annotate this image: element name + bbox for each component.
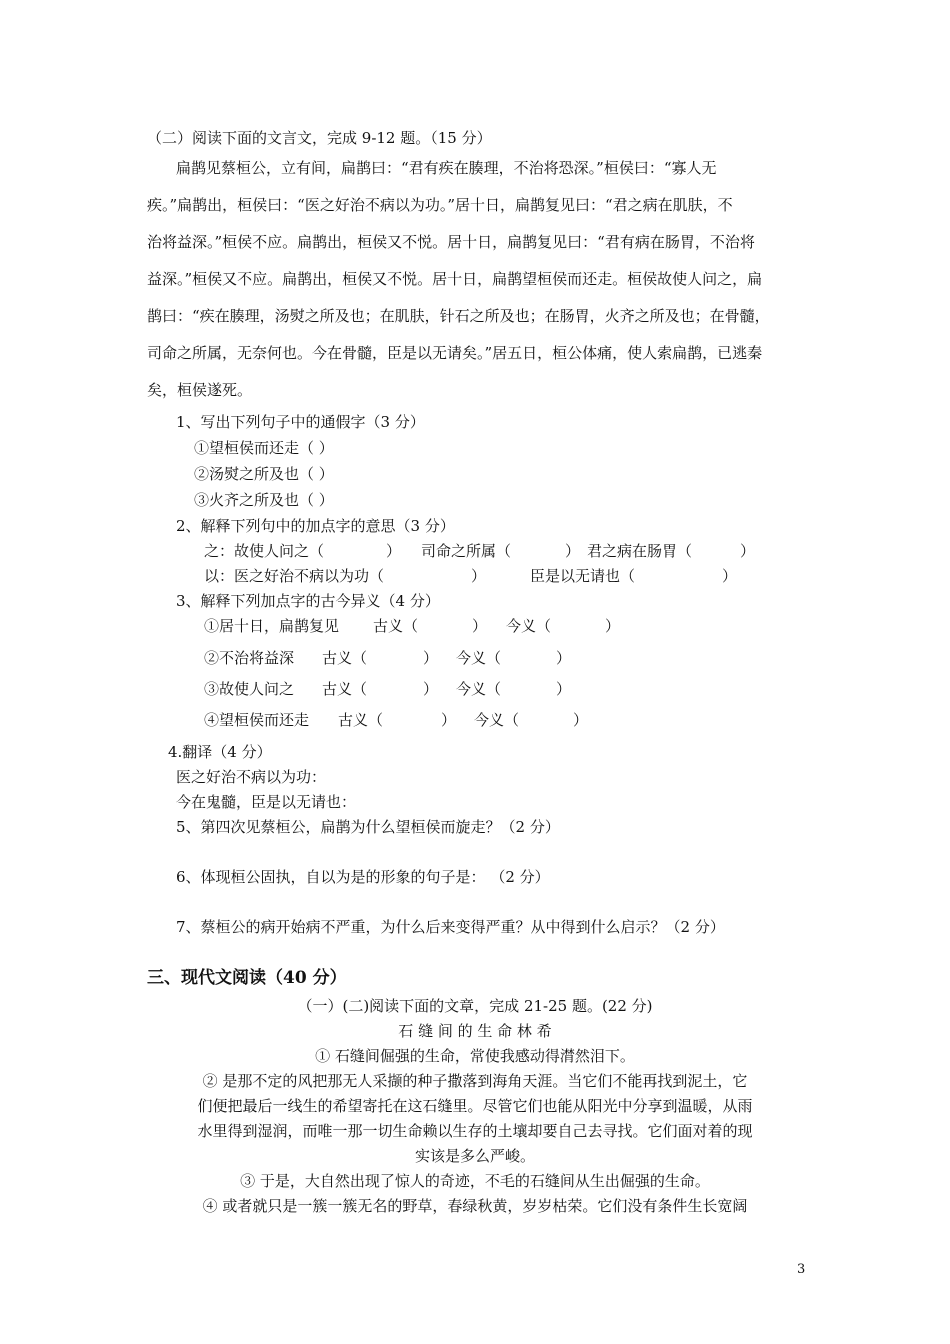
question-3-blank-close: ） <box>472 617 488 635</box>
question-4-title: 4.翻译（4 分） <box>168 743 272 761</box>
passage-line: 益深。”桓侯又不应。扁鹊出，桓侯又不悦。居十日，扁鹊望桓侯而还走。桓侯故使人问之，扁 <box>147 270 763 288</box>
question-3-phrase: ④望桓侯而还走 <box>204 711 310 729</box>
article-title: 石 缝 间 的 生 命 林 希 <box>398 1022 552 1040</box>
section2-heading: （二）阅读下面的文言文，完成 9-12 题。（15 分） <box>147 129 492 147</box>
passage-line: 鹊曰：“疾在腠理，汤熨之所及也；在肌肤，针石之所及也；在肠胃，火齐之所及也；在骨髓， <box>147 307 770 325</box>
question-7: 7、蔡桓公的病开始病不严重，为什么后来变得严重？从中得到什么启示？（2 分） <box>176 918 725 936</box>
question-3-phrase: ②不治将益深 <box>204 649 295 667</box>
question-4-line: 今在鬼髓，臣是以无请也： <box>176 793 357 811</box>
question-2-blank-close: ） <box>565 542 581 560</box>
question-3-blank-close: ） <box>605 617 621 635</box>
question-2-item: 臣是以无请也（ <box>530 567 636 585</box>
passage-line: 治将益深。”桓侯不应。扁鹊出，桓侯又不悦。居十日，扁鹊复见曰：“君有病在肠胃，不治将 <box>147 233 755 251</box>
question-6: 6、体现桓公固执，自以为是的形象的句子是： （2 分） <box>176 868 550 886</box>
question-3-phrase: ③故使人问之 <box>204 680 295 698</box>
article-paragraph: 实该是多么严峻。 <box>414 1147 535 1165</box>
page-number: 3 <box>797 1262 806 1277</box>
question-1-item: ②汤熨之所及也（ ） <box>194 465 334 483</box>
article-paragraph: ④ 或者就只是一簇一簇无名的野草，春绿秋黄，岁岁枯荣。它们没有条件生长宽阔 <box>202 1197 748 1215</box>
article-paragraph: ① 石缝间倔强的生命，常使我感动得潸然泪下。 <box>315 1047 635 1065</box>
article-paragraph: ② 是那不定的风把那无人采撷的种子撒落到海角天涯。当它们不能再找到泥土，它 <box>202 1072 748 1090</box>
question-2-blank-close: ） <box>722 567 738 585</box>
question-3-phrase: ①居十日，扁鹊复见 <box>204 617 340 635</box>
question-3-jin-label: 今义（ <box>456 649 502 667</box>
question-2-item: 以：医之好治不病以为功（ <box>204 567 385 585</box>
question-2-item: 司命之所属（ <box>421 542 512 560</box>
passage-line: 矣，桓侯遂死。 <box>147 381 253 399</box>
question-1-item: ①望桓侯而还走（ ） <box>194 439 334 457</box>
question-2-blank-close: ） <box>471 567 487 585</box>
question-2-item: 之：故使人问之（ <box>204 542 325 560</box>
passage-line: 疾。”扁鹊出，桓侯曰：“医之好治不病以为功。”居十日，扁鹊复见曰：“君之病在肌肤，不 <box>147 196 733 214</box>
question-3-blank-close: ） <box>573 711 589 729</box>
question-1-item: ③火齐之所及也（ ） <box>194 491 334 509</box>
question-3-blank-close: ） <box>441 711 457 729</box>
question-5: 5、第四次见蔡桓公，扁鹊为什么望桓侯而旋走？（2 分） <box>176 818 560 836</box>
passage-line: 扁鹊见蔡桓公，立有间，扁鹊曰：“君有疾在腠理，不治将恐深。”桓侯曰：“寡人无 <box>176 159 717 177</box>
question-4-line: 医之好治不病以为功： <box>176 768 327 786</box>
passage-line: 司命之所属，无奈何也。今在骨髓，臣是以无请矣。”居五日，桓公体痛，使人索扁鹊，已逃秦 <box>147 344 763 362</box>
question-3-gu-label: 古义（ <box>373 617 419 635</box>
article-paragraph: 水里得到湿润，而唯一那一切生命赖以生存的土壤却要自己去寻找。它们面对着的现 <box>197 1122 753 1140</box>
article-paragraph: 们便把最后一线生的希望寄托在这石缝里。尽管它们也能从阳光中分享到温暖，从雨 <box>197 1097 753 1115</box>
question-3-blank-close: ） <box>556 680 572 698</box>
question-3-gu-label: 古义（ <box>322 680 368 698</box>
article-paragraph: ③ 于是，大自然出现了惊人的奇迹，不毛的石缝间从生出倔强的生命。 <box>240 1172 710 1190</box>
question-3-jin-label: 今义（ <box>474 711 520 729</box>
question-2-title: 2、解释下列句中的加点字的意思（3 分） <box>176 517 455 535</box>
question-1-title: 1、写出下列句子中的通假字（3 分） <box>176 413 425 431</box>
question-3-blank-close: ） <box>556 649 572 667</box>
question-3-jin-label: 今义（ <box>456 680 502 698</box>
section3-subheading: （一）(二)阅读下面的文章，完成 21-25 题。(22 分) <box>297 997 653 1015</box>
question-3-blank-close: ） <box>423 649 439 667</box>
question-3-gu-label: 古义（ <box>322 649 368 667</box>
question-2-blank-close: ） <box>386 542 402 560</box>
question-2-blank-close: ） <box>740 542 756 560</box>
question-3-jin-label: 今义（ <box>506 617 552 635</box>
question-2-item: 君之病在肠胃（ <box>587 542 693 560</box>
question-3-gu-label: 古义（ <box>338 711 384 729</box>
question-3-blank-close: ） <box>423 680 439 698</box>
question-3-title: 3、解释下列加点字的古今异义（4 分） <box>176 592 440 610</box>
section3-heading: 三、现代文阅读（40 分） <box>147 968 347 988</box>
